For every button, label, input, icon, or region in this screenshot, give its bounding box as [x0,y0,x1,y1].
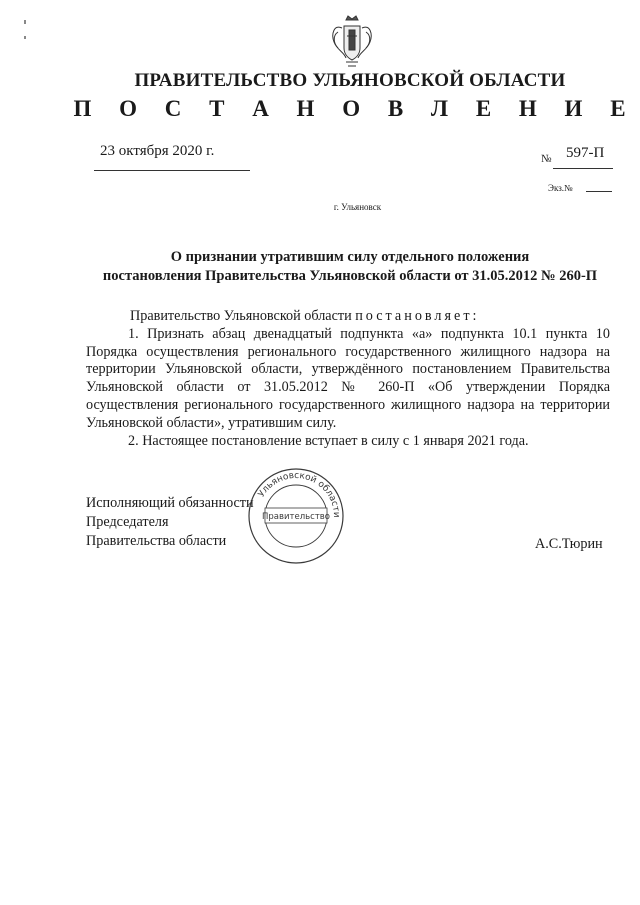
intro-paragraph [86,308,610,326]
subject-line-1: О признании утратившим силу отдельного положения [170,249,530,265]
date-underline [94,170,250,171]
document-number: 597-П [566,145,605,161]
signatory-line-2: Председателя [86,514,169,530]
item-2-paragraph: 2. Настоящее постановление вступает в силу с 1 января 2021 года. [128,432,529,449]
intro-prefix: Правительство Ульяновской области [130,308,356,324]
government-title: ПРАВИТЕЛЬСТВО УЛЬЯНОВСКОЙ ОБЛАСТИ [134,70,566,91]
city-label: г. Ульяновск [333,202,382,212]
signatory-line-3: Правительства области [86,533,227,549]
copy-number-underline [586,191,612,192]
stamp-ring-text: Ульяновской области [256,470,342,518]
number-sign: № [541,153,552,165]
scan-mark [24,20,26,24]
signatory-name: А.С.Тюрин [535,536,603,552]
scan-mark [24,36,26,39]
coat-of-arms-icon [328,14,376,70]
signatory-title [86,494,254,551]
official-stamp [246,466,346,566]
document-subject [80,248,620,286]
item-1-paragraph: 1. Признать абзац двенадцатый подпункта «а» подпункта 10.1 пункта 10 Порядка осуществления регионального государственного жилищного надзора на территории Ульяновской области, утверждённого постановлением Правительства Ульяновской области от 31.05.2012 № 260-П «Об утверждении Порядка осуществления регионального государственного жилищного надзора на территории Ульяновской области», утратившим силу. [86,325,610,431]
document-body [86,308,610,450]
document-type: П О С Т А Н О В Л Е Н И Е [73,96,637,121]
copy-number-label: Экз.№ [548,183,573,193]
number-underline [553,168,613,169]
signatory-line-1: Исполняющий обязанности [86,495,254,511]
stamp-center-text: Правительство [262,512,330,522]
document-date: 23 октября 2020 г. [100,143,215,159]
subject-line-2: постановления Правительства Ульяновской области от 31.05.2012 № 260-П [102,268,598,284]
intro-verb: постановляет: [355,308,480,324]
